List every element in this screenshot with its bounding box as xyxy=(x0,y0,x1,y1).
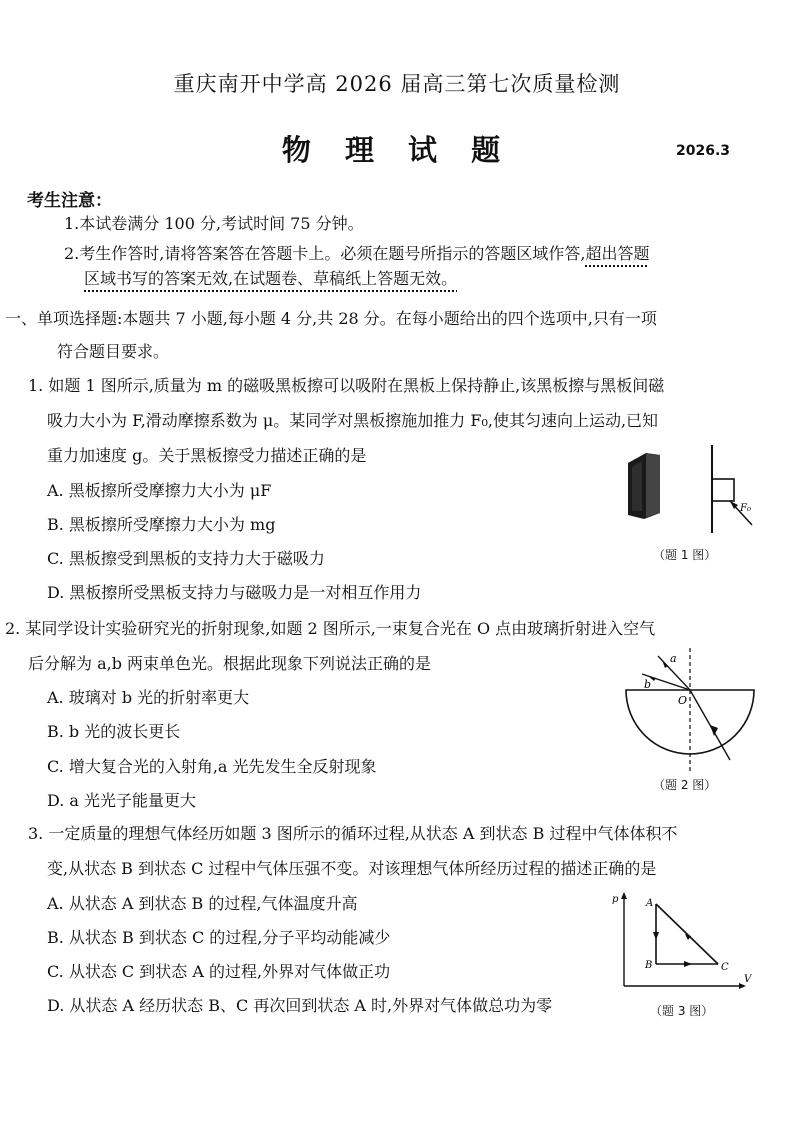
process-bc-arrow xyxy=(684,961,692,967)
notice-item-2-text: 2.考生作答时,请将答案答在答题卡上。必须在题号所指示的答题区域作答, xyxy=(64,244,586,263)
state-c-label: C xyxy=(721,962,729,973)
section1-heading: 一、单项选择题:本题共 7 小题,每小题 4 分,共 28 分。在每小题给出的四个选项中,只有一项 xyxy=(5,309,657,328)
eraser-photo xyxy=(628,453,660,519)
q2-caption: （题 2 图） xyxy=(653,778,717,792)
q1-option-c: C. 黑板擦受到黑板的支持力大于磁吸力 xyxy=(47,549,325,568)
process-ab-arrow xyxy=(653,932,659,940)
section1-heading-cont: 符合题目要求。 xyxy=(57,342,170,361)
q1-stem-line2: 吸力大小为 F,滑动摩擦系数为 μ。某同学对黑板擦施加推力 F₀,使其匀速向上运动,已知 xyxy=(47,411,659,430)
q2-stem-line1: 2. 某同学设计实验研究光的折射现象,如题 2 图所示,一束复合光在 O 点由玻璃折射进入空气 xyxy=(5,619,656,638)
q1-option-a: A. 黑板擦所受摩擦力大小为 μF xyxy=(47,481,272,500)
q3-option-c: C. 从状态 C 到状态 A 的过程,外界对气体做正功 xyxy=(47,962,391,981)
v-axis-label: V xyxy=(744,974,752,985)
incident-arrowhead xyxy=(710,725,718,736)
label-b: b xyxy=(644,678,652,691)
q3-stem-line2: 变,从状态 B 到状态 C 过程中气体压强不变。对该理想气体所经历过程的描述正确的是 xyxy=(47,859,657,878)
label-o: O xyxy=(678,694,688,707)
q2-option-a: A. 玻璃对 b 光的折射率更大 xyxy=(47,688,250,707)
eraser-block xyxy=(712,479,734,501)
notice-item-2-emphasis: 超出答题 xyxy=(585,244,650,263)
exam-date: 2026.3 xyxy=(676,143,731,159)
q2-figure xyxy=(620,648,760,773)
q3-stem-line1: 3. 一定质量的理想气体经历如题 3 图所示的循环过程,从状态 A 到状态 B 过程中气体体积不 xyxy=(28,824,678,843)
q3-caption: （题 3 图） xyxy=(650,1004,714,1018)
p-axis-arrowhead xyxy=(621,892,627,899)
notice-title: 考生注意： xyxy=(27,191,112,211)
q2-option-d: D. a 光光子能量更大 xyxy=(47,791,197,810)
q3-option-d: D. 从状态 A 经历状态 B、C 再次回到状态 A 时,外界对气体做总功为零 xyxy=(47,996,553,1015)
q2-option-c: C. 增大复合光的入射角,a 光先发生全反射现象 xyxy=(47,757,377,776)
notice-item-3 xyxy=(84,268,457,290)
q1-caption: （题 1 图） xyxy=(653,548,717,562)
label-a: a xyxy=(670,652,677,665)
q3-figure xyxy=(610,890,755,995)
q3-option-a: A. 从状态 A 到状态 B 的过程,气体温度升高 xyxy=(47,894,358,913)
q2-option-b: B. b 光的波长更长 xyxy=(47,722,181,741)
force-label: F₀ xyxy=(740,503,751,514)
school-title: 重庆南开中学高 2026 届高三第七次质量检测 xyxy=(173,72,621,96)
p-axis-label: p xyxy=(612,894,619,905)
state-b-label: B xyxy=(645,960,653,971)
notice-item-3-emphasis: 区域书写的答案无效,在试题卷、草稿纸上答题无效。 xyxy=(84,269,458,288)
q1-figure xyxy=(620,445,760,535)
q1-stem-line1: 1. 如题 1 图所示,质量为 m 的磁吸黑板擦可以吸附在黑板上保持静止,该黑板擦与黑板间磁 xyxy=(28,376,665,395)
q1-option-b: B. 黑板擦所受摩擦力大小为 mg xyxy=(47,515,276,534)
q1-option-d: D. 黑板擦所受黑板支持力与磁吸力是一对相互作用力 xyxy=(47,583,422,602)
notice-item-1: 1.本试卷满分 100 分,考试时间 75 分钟。 xyxy=(64,214,364,233)
subject-title: 物 理 试 题 xyxy=(281,133,513,167)
process-ca xyxy=(656,904,718,964)
ray-a-arrowhead xyxy=(662,660,668,668)
state-a-label: A xyxy=(646,898,654,909)
notice-item-2 xyxy=(64,243,649,265)
q3-option-b: B. 从状态 B 到状态 C 的过程,分子平均动能减少 xyxy=(47,928,391,947)
q1-stem-line3: 重力加速度 g。关于黑板擦受力描述正确的是 xyxy=(47,446,367,465)
q2-stem-line2: 后分解为 a,b 两束单色光。根据此现象下列说法正确的是 xyxy=(28,654,432,673)
